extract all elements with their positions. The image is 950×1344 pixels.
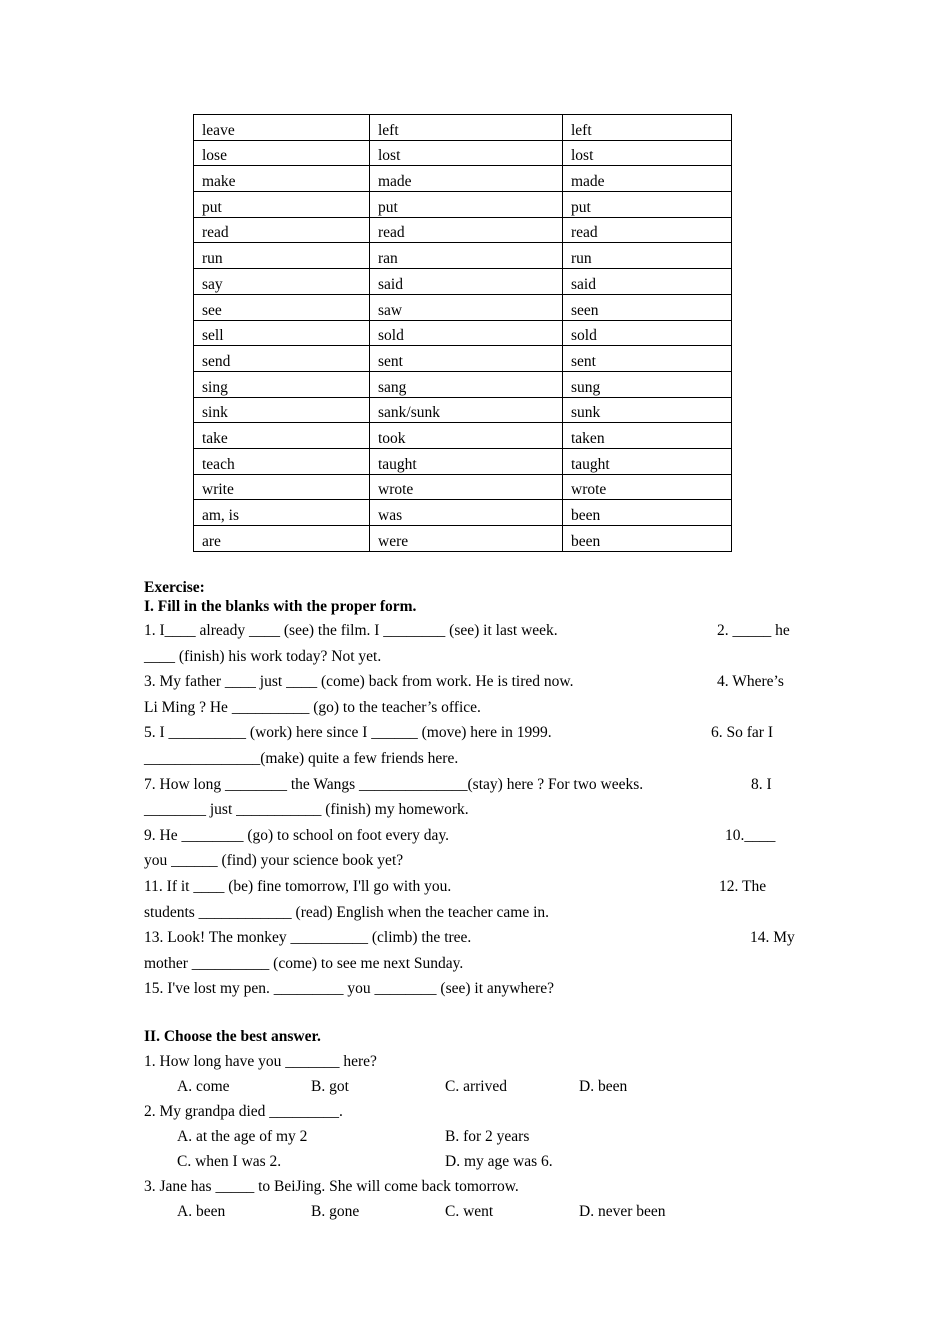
verb-base: teach — [194, 448, 370, 474]
fill-blank-line: _______________(make) quite a few friends here. — [144, 750, 459, 767]
verb-past-participle: left — [563, 115, 732, 141]
fill-blank-line: mother __________ (come) to see me next Sunday. — [144, 954, 464, 972]
verb-base: sell — [194, 320, 370, 346]
verb-past-participle: sung — [563, 371, 732, 397]
verb-past: saw — [370, 294, 563, 320]
fill-blank-line: 1. I____ already ____ (see) the film. I ________ (see) it last week. — [144, 622, 558, 639]
verb-base: am, is — [194, 500, 370, 526]
question-2-option-b: B. for 2 years — [445, 1128, 530, 1145]
verb-past: made — [370, 166, 563, 192]
irregular-verb-table — [193, 114, 732, 552]
verb-past: read — [370, 217, 563, 243]
question-1-option-a: A. come — [177, 1078, 230, 1095]
verb-base: run — [194, 243, 370, 269]
verb-row — [194, 397, 732, 423]
verb-past: sank/sunk — [370, 397, 563, 423]
verb-past: put — [370, 192, 563, 218]
question-1-option-c: C. arrived — [445, 1078, 507, 1095]
verb-past: were — [370, 526, 563, 552]
verb-past-participle: taught — [563, 448, 732, 474]
verb-row — [194, 269, 732, 295]
question-3-option-a: A. been — [177, 1203, 226, 1220]
verb-past-participle: said — [563, 269, 732, 295]
verb-row — [194, 526, 732, 552]
fill-blank-line: 7. How long ________ the Wangs ______________(stay) here ? For two weeks. — [144, 775, 644, 793]
verb-past-participle: seen — [563, 294, 732, 320]
verb-base: leave — [194, 115, 370, 141]
verb-past-participle: made — [563, 166, 732, 192]
question-1-option-b: B. got — [311, 1078, 349, 1095]
verb-past-participle: run — [563, 243, 732, 269]
verb-base: lose — [194, 140, 370, 166]
verb-row — [194, 166, 732, 192]
verb-past: left — [370, 115, 563, 141]
verb-past: taught — [370, 448, 563, 474]
fill-blank-line: 5. I __________ (work) here since I ______ (move) here in 1999. — [144, 724, 552, 742]
question-3-stem: 3. Jane has _____ to BeiJing. She will come back tomorrow. — [144, 1178, 519, 1195]
verb-past: lost — [370, 140, 563, 166]
verb-past-participle: been — [563, 500, 732, 526]
verb-base: take — [194, 423, 370, 449]
fill-blank-line-continuation: 6. So far I — [711, 724, 773, 742]
question-3-option-c: C. went — [445, 1203, 494, 1220]
verb-past: sang — [370, 371, 563, 397]
verb-row — [194, 448, 732, 474]
verb-row — [194, 192, 732, 218]
verb-past-participle: wrote — [563, 474, 732, 500]
fill-blank-line-continuation: 10.____ — [725, 826, 776, 844]
fill-blank-line-continuation: 12. The — [719, 878, 767, 895]
verb-base: read — [194, 217, 370, 243]
verb-past: sent — [370, 346, 563, 372]
verb-past-participle: put — [563, 192, 732, 218]
fill-blank-line: students ____________ (read) English when the teacher came in. — [144, 903, 550, 921]
question-1-stem: 1. How long have you _______ here? — [144, 1053, 377, 1070]
fill-blank-line: ________ just ___________ (finish) my homework. — [144, 801, 469, 819]
verb-past: said — [370, 269, 563, 295]
fill-blank-line-continuation: 14. My — [750, 929, 795, 947]
verb-base: are — [194, 526, 370, 552]
verb-base: put — [194, 192, 370, 218]
verb-row — [194, 371, 732, 397]
verb-base: send — [194, 346, 370, 372]
verb-base: sink — [194, 397, 370, 423]
fill-blank-line: 15. I've lost my pen. _________ you ________ (see) it anywhere? — [144, 980, 555, 998]
verb-row — [194, 346, 732, 372]
question-2-stem: 2. My grandpa died _________. — [144, 1103, 343, 1120]
question-3-option-d: D. never been — [579, 1203, 666, 1220]
verb-past: sold — [370, 320, 563, 346]
verb-row — [194, 294, 732, 320]
fill-blank-line-continuation: 4. Where’s — [717, 673, 784, 691]
question-2-option-a: A. at the age of my 2 — [177, 1128, 308, 1145]
verb-row — [194, 423, 732, 449]
verb-past-participle: sold — [563, 320, 732, 346]
verb-row — [194, 243, 732, 269]
verb-base: sing — [194, 371, 370, 397]
fill-blank-line: 13. Look! The monkey __________ (climb) the tree. — [144, 929, 472, 947]
fill-blank-line: 3. My father ____ just ____ (come) back from work. He is tired now. — [144, 673, 574, 691]
question-2-option-c: C. when I was 2. — [177, 1153, 282, 1170]
question-1-option-d: D. been — [579, 1078, 628, 1095]
fill-blank-line: ____ (finish) his work today? Not yet. — [144, 647, 382, 665]
verb-base: say — [194, 269, 370, 295]
verb-past-participle: sent — [563, 346, 732, 372]
verb-row — [194, 217, 732, 243]
fill-blank-line-continuation: 8. I — [751, 775, 772, 793]
fill-blank-line: 9. He ________ (go) to school on foot every day. — [144, 826, 450, 844]
exercise-heading: Exercise: — [144, 579, 205, 596]
verb-row — [194, 500, 732, 526]
verb-past: ran — [370, 243, 563, 269]
part2-title: II. Choose the best answer. — [144, 1028, 321, 1045]
fill-blank-line: 11. If it ____ (be) fine tomorrow, I'll go with you. — [144, 878, 452, 895]
verb-past-participle: sunk — [563, 397, 732, 423]
fill-blank-line: you ______ (find) your science book yet? — [144, 852, 404, 870]
verb-past: was — [370, 500, 563, 526]
part1-title: I. Fill in the blanks with the proper form. — [144, 598, 417, 615]
verb-past: wrote — [370, 474, 563, 500]
verb-past-participle: taken — [563, 423, 732, 449]
verb-past: took — [370, 423, 563, 449]
verb-past-participle: been — [563, 526, 732, 552]
verb-row — [194, 140, 732, 166]
question-3-option-b: B. gone — [311, 1203, 360, 1220]
verb-row — [194, 320, 732, 346]
verb-base: see — [194, 294, 370, 320]
question-2-option-d: D. my age was 6. — [445, 1153, 553, 1170]
verb-past-participle: lost — [563, 140, 732, 166]
verb-base: make — [194, 166, 370, 192]
verb-row — [194, 115, 732, 141]
verb-row — [194, 474, 732, 500]
fill-blank-line: Li Ming ? He __________ (go) to the teacher’s office. — [144, 698, 481, 716]
verb-base: write — [194, 474, 370, 500]
fill-blank-line-continuation: 2. _____ he — [717, 622, 790, 639]
verb-past-participle: read — [563, 217, 732, 243]
